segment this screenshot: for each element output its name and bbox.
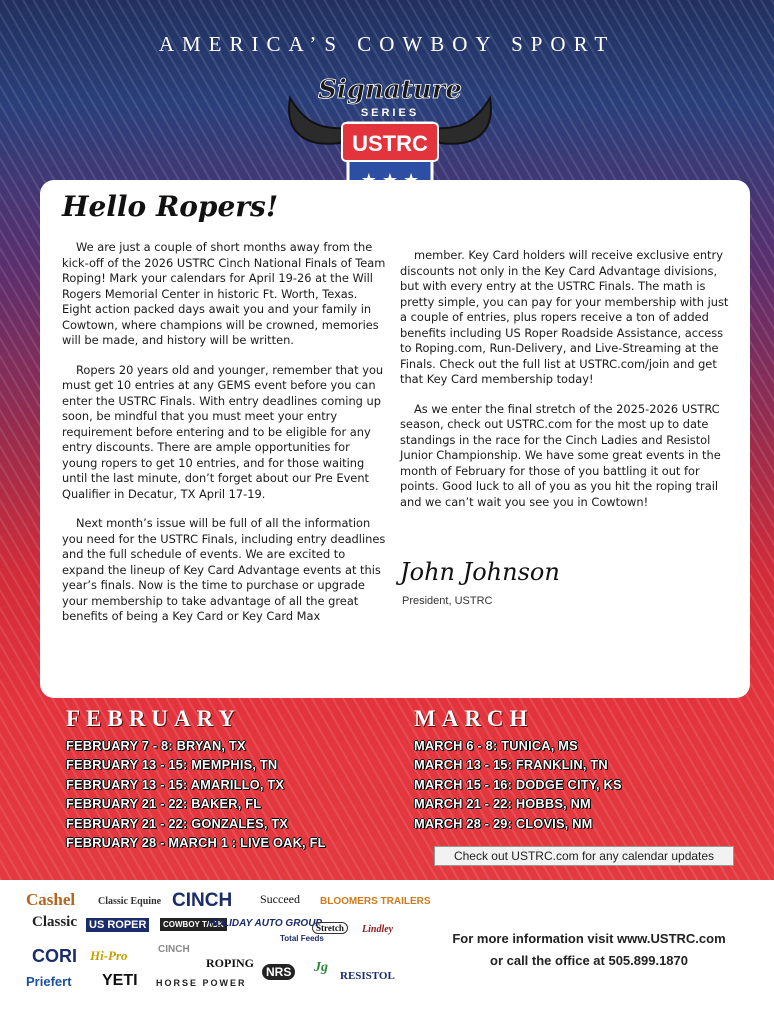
- signer-title: President, USTRC: [402, 595, 493, 607]
- event-item: FEBRUARY 21 - 22: BAKER, FL: [66, 796, 262, 812]
- sponsor-logo: CINCH: [172, 890, 233, 911]
- event-item: FEBRUARY 21 - 22: GONZALES, TX: [66, 815, 289, 831]
- letter-left-column: [62, 240, 388, 639]
- event-item: FEBRUARY 7 - 8: BRYAN, TX: [66, 738, 246, 753]
- sponsor-logo: Lindley: [362, 924, 394, 935]
- letter-paragraph: We are just a couple of short months away from the kick-off of the 2026 USTRC Cinch National Finals of Team Roping! Mark your calendars for April 19-26 at the Will Rogers Memorial Center in historic Ft. Worth, Texas. Eight action packed days await you and your family in Cowtown, where champions will be crowned, memories will be made, and history will be written.: [62, 240, 386, 347]
- letter-paragraph: member. Key Card holders will receive exclusive entry discounts not only in the Key Card Advantage divisions, but with every entry at the USTRC Finals. The math is pretty simple, you can pay for your membership with just a couple of entries, plus ropers receive a ton of added benefits including US Roper Roadside Assistance, access to Roping.com, Run-Delivery, and Live-Streaming at the Finals. Check out the full list at USTRC.com/join and get that Key Card membership today!: [400, 248, 729, 386]
- sponsor-logo: CORI: [32, 946, 77, 966]
- sponsor-logo: Classic Equine: [98, 896, 162, 907]
- event-item: MARCH 28 - 29: CLOVIS, NM: [414, 815, 593, 831]
- contact-line-website: For more information visit www.USTRC.com: [452, 931, 726, 946]
- sponsor-logo: NRS: [262, 964, 295, 980]
- sponsor-logo: ROPING: [206, 956, 254, 970]
- sponsor-logo: Cashel: [26, 890, 76, 909]
- letter-right-column: [400, 248, 736, 524]
- event-item: MARCH 6 - 8: TUNICA, MS: [414, 738, 578, 753]
- event-item: FEBRUARY 13 - 15: MEMPHIS, TN: [66, 757, 278, 773]
- event-item: MARCH 15 - 16: DODGE CITY, KS: [414, 776, 622, 792]
- sponsor-logo: Stretch: [312, 922, 348, 934]
- sponsor-logo: Total Feeds: [280, 934, 324, 943]
- calendar-updates-note: Check out USTRC.com for any calendar updates: [434, 846, 734, 866]
- letter-paragraph: Ropers 20 years old and younger, remember that you must get 10 entries at any GEMS event before you can enter the USTRC Finals. With entry deadlines coming up soon, be mindful that you must meet your entry requirement before entering and to be eligible for any entry discounts. There are ample opportunities for young ropers to get 10 entries, and for those waiting until the last minute, don’t forget about our Pre Event Qualifier in Decatur, TX April 17-19.: [62, 362, 384, 501]
- sponsor-logo: CINCH: [158, 944, 190, 955]
- sponsor-logo: Hi-Pro: [90, 948, 128, 963]
- event-item: FEBRUARY 28 - MARCH 1 : LIVE OAK, FL: [66, 835, 326, 851]
- letter-paragraph: Next month’s issue will be full of all the information you need for the USTRC Finals, including entry deadlines and the full schedule of events. We are excited to expand the lineup of Key Card Advantage events at this year’s finals. Now is the time to purchase or upgrade your membership to take advantage of all the great benefits of being a Key Card or Key Card Max: [62, 516, 386, 623]
- contact-line-phone: or call the office at 505.899.1870: [490, 953, 688, 968]
- sponsor-logo: Jg: [314, 960, 328, 975]
- sponsor-logo: Classic: [32, 914, 77, 930]
- sponsor-logo: COWBOY TACK: [160, 918, 227, 931]
- tagline: AMERICA’S COWBOY SPORT: [158, 32, 616, 56]
- sponsor-logo: RESISTOL: [340, 970, 395, 982]
- february-events-list: [66, 736, 326, 852]
- sponsor-logo: Priefert: [26, 974, 72, 989]
- letter-paragraph: As we enter the final stretch of the 2025-2026 USTRC season, check out USTRC.com for the most up to date standings in the race for the Cinch Ladies and Resistol Junior Championship. We have some great events in the month of February for those of you battling it out for points. Good luck to all of you as you hit the roping trail and we can’t wait you see you in Cowtown!: [400, 401, 721, 509]
- february-heading: FEBRUARY: [66, 706, 241, 731]
- sponsor-logo: HORSE POWER: [156, 978, 247, 988]
- sponsor-logo: YETI: [102, 972, 138, 989]
- logo-series-text: SERIES: [360, 107, 420, 119]
- logo-script-text: Signature: [318, 75, 462, 105]
- sponsor-logos: [22, 886, 431, 996]
- march-events-list: [414, 736, 622, 833]
- sponsor-logo: BLOOMERS TRAILERS: [320, 896, 431, 907]
- event-item: MARCH 21 - 22: HOBBS, NM: [414, 796, 591, 812]
- event-item: FEBRUARY 13 - 15: AMARILLO, TX: [66, 776, 285, 792]
- sponsor-logo: HOLIDAY AUTO GROUP: [208, 918, 323, 929]
- sponsor-logo: Succeed: [260, 892, 300, 906]
- march-heading: MARCH: [414, 706, 534, 731]
- greeting-heading: Hello Ropers!: [62, 190, 279, 223]
- event-item: MARCH 13 - 15: FRANKLIN, TN: [414, 757, 608, 773]
- signature: John Johnson: [400, 558, 560, 586]
- logo-brand-text: USTRC: [352, 131, 428, 156]
- contact-info: [430, 928, 748, 972]
- sponsor-logo: US ROPER: [86, 918, 149, 932]
